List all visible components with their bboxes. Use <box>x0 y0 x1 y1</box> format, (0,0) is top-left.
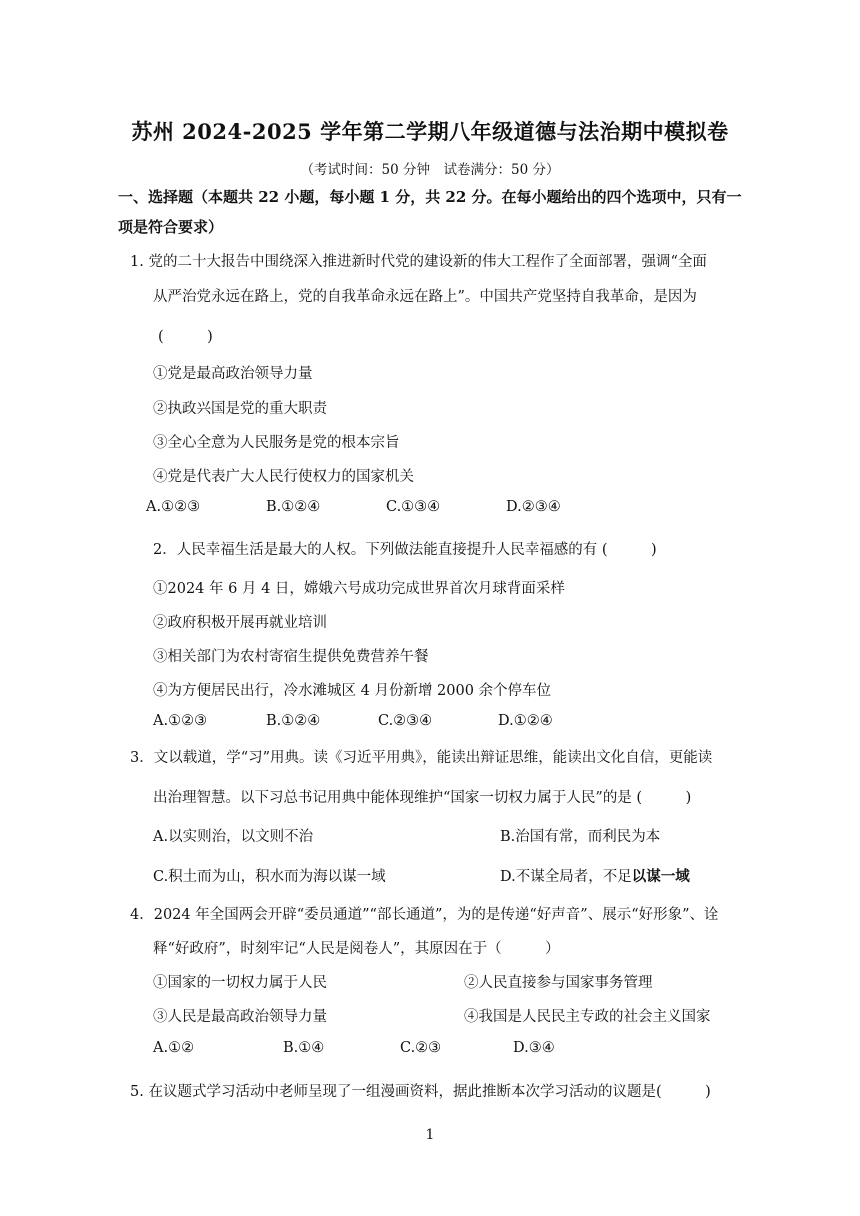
question-text: 4．2024 年全国两会开辟“委员通道”“部长通道”，为的是传递“好声音”、展示“好形象”、诠 <box>130 907 719 923</box>
option-d-text: D.不谋全局者，不足 <box>500 869 632 885</box>
option-a: A.①②③ <box>153 713 208 729</box>
answer-options <box>0 499 860 519</box>
list-item: ①2024 年 6 月 4 日，嫦娥六号成功完成世界首次月球背面采样 <box>153 581 565 597</box>
option-d: D.①②④ <box>498 713 553 729</box>
list-item: ③人民是最高政治领导力量 <box>153 1009 327 1025</box>
question-text: 从严治党永远在路上，党的自我革命永远在路上”。中国共产党坚持自我革命，是因为 <box>153 289 697 305</box>
answer-options <box>0 713 860 733</box>
list-item: ③相关部门为农村寄宿生提供免费营养午餐 <box>153 649 429 665</box>
option-a: A.①②③ <box>146 499 201 515</box>
question-text: 2．人民幸福生活是最大的人权。下列做法能直接提升人民幸福感的有 ( ) <box>153 542 657 558</box>
option-a: A.①② <box>153 1040 195 1056</box>
option-a: A.以实则治，以文则不治 <box>153 829 314 845</box>
exam-info: （考试时间：50 分钟 试卷满分：50 分） <box>300 162 560 178</box>
answer-options <box>0 1040 860 1060</box>
question-text: 释“好政府”，时刻牢记“人民是阅卷人”，其原因在于（ ） <box>153 941 560 957</box>
page-title: 苏州 2024-2025 学年第二学期八年级道德与法治期中模拟卷 <box>131 119 729 144</box>
option-c: C.①③④ <box>386 499 441 515</box>
page-number: 1 <box>425 1127 435 1143</box>
option-b: B.①②④ <box>266 713 321 729</box>
list-item: ④党是代表广大人民行使权力的国家机关 <box>153 469 414 485</box>
option-d <box>500 865 690 886</box>
list-item: ④为方便居民出行，冷水滩城区 4 月份新增 2000 余个停车位 <box>153 683 552 699</box>
list-item: ④我国是人民民主专政的社会主义国家 <box>464 1009 711 1025</box>
section-heading-cont: 项是符合要求） <box>118 218 224 236</box>
list-item: ②政府积极开展再就业培训 <box>153 615 327 631</box>
option-d: D.③④ <box>513 1040 555 1056</box>
answer-blank: ( ) <box>158 329 213 345</box>
list-item: ②执政兴国是党的重大职责 <box>153 401 327 417</box>
option-d: D.②③④ <box>506 499 561 515</box>
option-b: B.①②④ <box>266 499 321 515</box>
question-text: 出治理智慧。以下习总书记用典中能体现维护“国家一切权力属于人民”的是 ( ) <box>153 790 692 806</box>
list-item: ①国家的一切权力属于人民 <box>153 975 327 991</box>
question-text: 1. 党的二十大报告中围绕深入推进新时代党的建设新的伟大工程作了全面部署，强调“全面 <box>130 254 707 270</box>
question-text: 5. 在议题式学习活动中老师呈现了一组漫画资料，据此推断本次学习活动的议题是( ) <box>130 1084 711 1100</box>
option-c: C.②③ <box>400 1040 442 1056</box>
list-item: ①党是最高政治领导力量 <box>153 366 313 382</box>
option-d-text-bold: 以谋一域 <box>631 869 690 885</box>
option-c: C.②③④ <box>378 713 433 729</box>
option-b: B.①④ <box>283 1040 325 1056</box>
list-item: ②人民直接参与国家事务管理 <box>464 975 653 991</box>
section-heading: 一、选择题（本题共 22 小题，每小题 1 分，共 22 分。在每小题给出的四个选项中，只有一 <box>118 188 742 206</box>
option-c: C.积土而为山，积水而为海以谋一域 <box>153 869 386 885</box>
option-b: B.治国有常，而利民为本 <box>500 829 661 845</box>
question-text: 3．文以载道，学“习”用典。读《习近平用典》，能读出辩证思维，能读出文化自信，更能读 <box>130 750 713 766</box>
list-item: ③全心全意为人民服务是党的根本宗旨 <box>153 435 400 451</box>
